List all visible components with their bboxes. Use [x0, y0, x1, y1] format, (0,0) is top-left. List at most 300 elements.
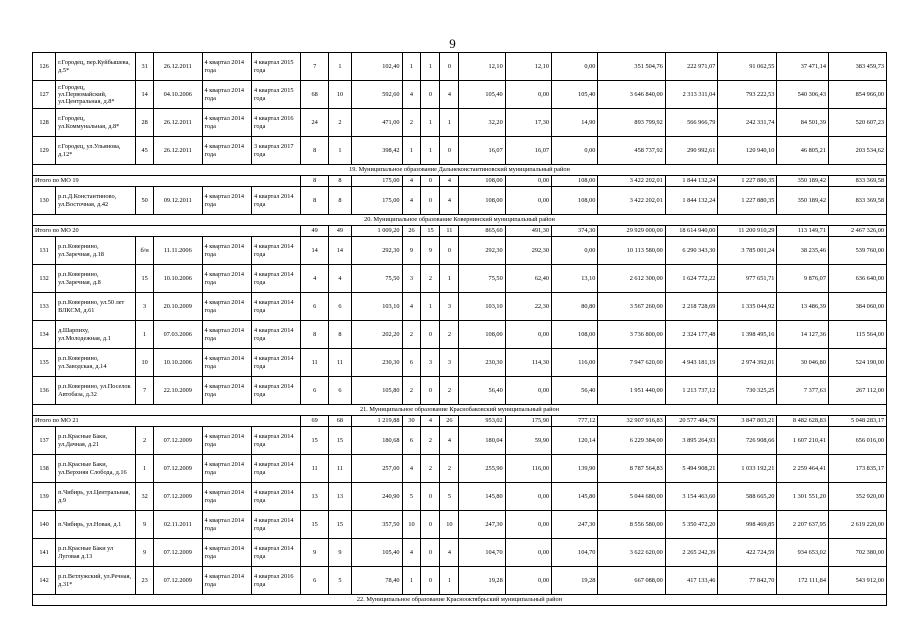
table-cell: 730 325,25: [718, 377, 777, 405]
table-cell: 6: [328, 377, 351, 405]
page-number: 9: [449, 36, 456, 51]
table-cell: 592,60: [352, 81, 403, 109]
section-header-row: [33, 405, 887, 416]
table-cell: 4: [402, 81, 421, 109]
table-cell: 0: [421, 377, 440, 405]
table-cell: 0,00: [552, 137, 598, 165]
table-cell: 1 398 495,16: [718, 321, 777, 349]
table-cell: 9: [301, 539, 328, 567]
table-cell: 656 016,00: [828, 427, 886, 455]
row-number: 128: [33, 109, 56, 137]
address-cell: р.п.Ветлужский, ул.Речная, д.31*: [56, 567, 136, 595]
table-cell: 07.12.2009: [154, 567, 202, 595]
table-cell: 4 квартал 2014 года: [251, 349, 300, 377]
table-cell: 1: [402, 137, 421, 165]
table-cell: 1 607 210,41: [777, 427, 829, 455]
table-cell: 104,70: [459, 539, 505, 567]
table-cell: 0,00: [505, 567, 551, 595]
table-cell: 11: [328, 455, 351, 483]
table-cell: 4 квартал 2016 года: [251, 109, 300, 137]
table-cell: 10 113 580,00: [598, 237, 665, 265]
row-number: 137: [33, 427, 56, 455]
table-cell: 9: [421, 237, 440, 265]
table-cell: 19,28: [552, 567, 598, 595]
table-cell: 5 044 680,00: [598, 483, 665, 511]
table-cell: 1 624 772,22: [665, 265, 718, 293]
row-number: 130: [33, 187, 56, 215]
table-cell: 16,07: [505, 137, 551, 165]
section-title: 20. Муниципальное образование Ковернинский муниципальный район: [33, 215, 887, 226]
table-cell: 56,40: [552, 377, 598, 405]
table-cell: 16,07: [459, 137, 505, 165]
table-cell: 07.03.2006: [154, 321, 202, 349]
total-cell: 5 048 283,17: [828, 416, 886, 427]
row-number: 142: [33, 567, 56, 595]
total-cell: 113 149,71: [777, 226, 829, 237]
table-cell: 50: [136, 187, 154, 215]
table-cell: 9: [136, 511, 154, 539]
table-cell: 1: [421, 53, 440, 81]
table-cell: 0,00: [505, 377, 551, 405]
table-cell: 0: [421, 539, 440, 567]
address-cell: п.Чибирь, ул.Новая, д.1: [56, 511, 136, 539]
address-cell: р.п.Ковернино, ул.50 лет ВЛКСМ, д.61: [56, 293, 136, 321]
table-cell: 9: [136, 539, 154, 567]
row-number: 135: [33, 349, 56, 377]
table-row: [33, 321, 887, 349]
table-cell: 8: [328, 187, 351, 215]
total-cell: 49: [328, 226, 351, 237]
table-cell: 09.12.2011: [154, 187, 202, 215]
table-cell: 4 квартал 2014 года: [202, 511, 251, 539]
table-cell: 893 799,92: [598, 109, 665, 137]
table-cell: 4 квартал 2014 года: [251, 377, 300, 405]
row-number: 129: [33, 137, 56, 165]
row-number: 133: [33, 293, 56, 321]
table-row: [33, 81, 887, 109]
table-cell: 172 111,84: [777, 567, 829, 595]
table-cell: 28: [136, 109, 154, 137]
total-cell: 1 227 880,35: [718, 176, 777, 187]
total-label: Итого по МО 21: [33, 416, 301, 427]
total-cell: 865,60: [459, 226, 505, 237]
table-cell: 5 494 908,21: [665, 455, 718, 483]
table-cell: 352 920,00: [828, 483, 886, 511]
total-cell: 108,00: [459, 176, 505, 187]
row-number: 132: [33, 265, 56, 293]
table-cell: 1 213 737,12: [665, 377, 718, 405]
total-cell: 26: [402, 226, 421, 237]
table-cell: 4 943 181,19: [665, 349, 718, 377]
table-cell: 422 724,59: [718, 539, 777, 567]
table-cell: 26.12.2011: [154, 137, 202, 165]
table-cell: 4 квартал 2014 года: [202, 567, 251, 595]
table-cell: 38 235,46: [777, 237, 829, 265]
table-cell: 2 259 464,41: [777, 455, 829, 483]
table-cell: 14: [328, 237, 351, 265]
section-title: 19. Муниципальное образование Дальнеконстантиновский муниципальный район: [33, 165, 887, 176]
table-cell: 4: [440, 427, 459, 455]
table-cell: 4 квартал 2014 года: [202, 349, 251, 377]
table-cell: 4 квартал 2014 года: [251, 237, 300, 265]
table-cell: 10: [440, 511, 459, 539]
table-cell: 4 квартал 2014 года: [251, 187, 300, 215]
table-cell: 350 189,42: [777, 187, 829, 215]
table-cell: 2: [421, 265, 440, 293]
table-cell: 4 квартал 2014 года: [202, 539, 251, 567]
table-cell: 5 350 472,20: [665, 511, 718, 539]
table-cell: 173 835,17: [828, 455, 886, 483]
table-cell: 105,80: [352, 377, 403, 405]
table-cell: 524 190,00: [828, 349, 886, 377]
address-cell: д.Шарпиху, ул.Молодежная, д.1: [56, 321, 136, 349]
table-cell: 4 квартал 2014 года: [202, 237, 251, 265]
row-number: 141: [33, 539, 56, 567]
table-cell: 6: [328, 293, 351, 321]
table-cell: 3 646 840,00: [598, 81, 665, 109]
table-cell: 15: [301, 427, 328, 455]
total-cell: 8: [301, 176, 328, 187]
table-cell: 520 607,23: [828, 109, 886, 137]
table-cell: 120,14: [552, 427, 598, 455]
table-cell: 417 133,46: [665, 567, 718, 595]
table-cell: 0,00: [505, 81, 551, 109]
table-cell: 2 218 728,69: [665, 293, 718, 321]
total-label: Итого по МО 20: [33, 226, 301, 237]
table-row: [33, 539, 887, 567]
row-number: 139: [33, 483, 56, 511]
address-cell: п.Чибирь, ул.Центральная, д.9: [56, 483, 136, 511]
table-cell: 230,30: [352, 349, 403, 377]
table-cell: 6: [402, 349, 421, 377]
table-cell: 0: [440, 237, 459, 265]
table-cell: 6: [301, 567, 328, 595]
table-cell: 1: [328, 137, 351, 165]
total-cell: 20 577 484,79: [665, 416, 718, 427]
table-cell: 2: [402, 109, 421, 137]
address-cell: г.Городец, ул.Ульянова, д.12*: [56, 137, 136, 165]
table-cell: 4 квартал 2015 года: [251, 81, 300, 109]
table-cell: б/н: [136, 237, 154, 265]
table-cell: 15: [136, 265, 154, 293]
table-cell: 2 207 637,95: [777, 511, 829, 539]
table-cell: 242 331,74: [718, 109, 777, 137]
table-cell: 1: [440, 567, 459, 595]
table-cell: 351 504,76: [598, 53, 665, 81]
table-cell: 667 088,00: [598, 567, 665, 595]
row-number: 126: [33, 53, 56, 81]
table-cell: 105,40: [552, 81, 598, 109]
table-cell: 13: [301, 483, 328, 511]
table-cell: 4: [440, 81, 459, 109]
table-cell: 103,10: [352, 293, 403, 321]
total-cell: 15: [421, 226, 440, 237]
table-cell: 102,40: [352, 53, 403, 81]
table-cell: 357,50: [352, 511, 403, 539]
table-cell: 02.11.2011: [154, 511, 202, 539]
table-cell: 6: [301, 293, 328, 321]
table-cell: 255,90: [459, 455, 505, 483]
table-row: [33, 293, 887, 321]
table-row: [33, 237, 887, 265]
table-cell: 108,00: [552, 321, 598, 349]
table-cell: 2 313 311,04: [665, 81, 718, 109]
table-cell: 32,20: [459, 109, 505, 137]
table-cell: 290 992,61: [665, 137, 718, 165]
table-cell: 4 квартал 2014 года: [202, 483, 251, 511]
table-cell: 4: [402, 539, 421, 567]
table-cell: 3 567 260,00: [598, 293, 665, 321]
table-cell: 6 290 343,30: [665, 237, 718, 265]
table-cell: 10.10.2006: [154, 265, 202, 293]
table-cell: 2 612 300,00: [598, 265, 665, 293]
table-cell: 1: [421, 137, 440, 165]
table-cell: 3 736 800,00: [598, 321, 665, 349]
table-cell: 4 квартал 2014 года: [251, 483, 300, 511]
table-cell: 977 651,71: [718, 265, 777, 293]
total-cell: 8: [328, 176, 351, 187]
table-cell: 1 335 044,92: [718, 293, 777, 321]
table-cell: 115 564,00: [828, 321, 886, 349]
table-cell: 2: [421, 427, 440, 455]
table-cell: 14,90: [552, 109, 598, 137]
table-cell: 3 квартал 2017 года: [251, 137, 300, 165]
table-cell: 4: [440, 539, 459, 567]
table-cell: 3: [440, 349, 459, 377]
table-cell: 0,00: [505, 321, 551, 349]
table-cell: 0,00: [505, 539, 551, 567]
table-cell: 2: [136, 427, 154, 455]
table-cell: 3: [402, 265, 421, 293]
table-cell: 1 951 440,00: [598, 377, 665, 405]
address-cell: р.п.Ковернино, ул.Заречная, д.8: [56, 265, 136, 293]
table-cell: 0: [440, 137, 459, 165]
table-cell: 23: [136, 567, 154, 595]
section-header-row: [33, 165, 887, 176]
table-cell: 139,90: [552, 455, 598, 483]
table-cell: 2 619 220,00: [828, 511, 886, 539]
table-cell: 6 229 384,00: [598, 427, 665, 455]
table-cell: 1: [421, 293, 440, 321]
table-cell: 247,30: [459, 511, 505, 539]
row-number: 140: [33, 511, 56, 539]
table-cell: 3 785 001,24: [718, 237, 777, 265]
table-cell: 8: [301, 321, 328, 349]
total-cell: 4: [440, 176, 459, 187]
table-cell: 20.10.2009: [154, 293, 202, 321]
row-number: 127: [33, 81, 56, 109]
total-cell: 108,00: [552, 176, 598, 187]
table-cell: 566 966,79: [665, 109, 718, 137]
table-cell: 702 380,00: [828, 539, 886, 567]
table-row: [33, 187, 887, 215]
table-cell: 1: [421, 109, 440, 137]
table-cell: 5: [440, 483, 459, 511]
total-cell: 1 844 132,24: [665, 176, 718, 187]
total-cell: 1 009,20: [352, 226, 403, 237]
table-cell: 07.12.2009: [154, 427, 202, 455]
section-title: 21. Муниципальное образование Краснобаковский муниципальный район: [33, 405, 887, 416]
table-cell: 8 787 564,83: [598, 455, 665, 483]
total-cell: 26: [440, 416, 459, 427]
table-cell: 145,80: [552, 483, 598, 511]
table-cell: 10: [136, 349, 154, 377]
row-number: 138: [33, 455, 56, 483]
table-cell: 9 876,07: [777, 265, 829, 293]
table-cell: 8 556 580,00: [598, 511, 665, 539]
total-cell: 8 482 628,83: [777, 416, 829, 427]
table-cell: 7: [136, 377, 154, 405]
table-row: [33, 53, 887, 81]
table-cell: 5: [328, 567, 351, 595]
table-cell: 0: [421, 81, 440, 109]
table-cell: 103,10: [459, 293, 505, 321]
total-cell: 0: [421, 176, 440, 187]
table-cell: 68: [301, 81, 328, 109]
table-cell: 4: [301, 265, 328, 293]
table-cell: 2: [402, 321, 421, 349]
total-row: [33, 416, 887, 427]
total-cell: 777,12: [552, 416, 598, 427]
total-cell: 30: [402, 416, 421, 427]
table-cell: 4 квартал 2014 года: [202, 137, 251, 165]
table-cell: 4 квартал 2014 года: [251, 293, 300, 321]
table-cell: 222 971,07: [665, 53, 718, 81]
total-cell: 491,30: [505, 226, 551, 237]
table-cell: 934 653,02: [777, 539, 829, 567]
table-cell: 30 046,80: [777, 349, 829, 377]
row-number: 131: [33, 237, 56, 265]
table-cell: 4: [328, 265, 351, 293]
address-cell: р.п.Д.Константиново, ул.Восточная, д.42: [56, 187, 136, 215]
table-cell: 1: [440, 109, 459, 137]
table-cell: 4 квартал 2014 года: [251, 265, 300, 293]
section-header-row: [33, 595, 887, 606]
table-cell: 471,00: [352, 109, 403, 137]
table-cell: 5: [402, 483, 421, 511]
section-header-row: [33, 215, 887, 226]
total-cell: 3 847 803,21: [718, 416, 777, 427]
table-cell: 104,70: [552, 539, 598, 567]
table-cell: 1 033 192,21: [718, 455, 777, 483]
table-cell: 2: [421, 455, 440, 483]
table-cell: 1 227 880,35: [718, 187, 777, 215]
table-cell: 13: [328, 483, 351, 511]
row-number: 134: [33, 321, 56, 349]
total-cell: 4: [402, 176, 421, 187]
table-cell: 4 квартал 2014 года: [251, 455, 300, 483]
table-cell: 15: [328, 511, 351, 539]
table-cell: 77 842,70: [718, 567, 777, 595]
table-cell: 108,00: [459, 321, 505, 349]
total-cell: 49: [301, 226, 328, 237]
table-cell: 105,40: [352, 539, 403, 567]
table-cell: 17,30: [505, 109, 551, 137]
total-cell: 2 467 326,00: [828, 226, 886, 237]
table-cell: 854 966,00: [828, 81, 886, 109]
table-cell: 4 квартал 2014 года: [202, 109, 251, 137]
housing-program-table: [32, 52, 887, 606]
table-cell: 8: [301, 187, 328, 215]
table-cell: 247,30: [552, 511, 598, 539]
table-cell: 80,80: [552, 293, 598, 321]
table-cell: 78,40: [352, 567, 403, 595]
table-cell: 13,10: [552, 265, 598, 293]
table-cell: 56,40: [459, 377, 505, 405]
table-cell: 4 квартал 2014 года: [202, 53, 251, 81]
table-cell: 1 844 132,24: [665, 187, 718, 215]
table-cell: 9: [328, 539, 351, 567]
table-cell: 1: [402, 53, 421, 81]
table-cell: 4 квартал 2014 года: [202, 293, 251, 321]
total-cell: 18 614 940,00: [665, 226, 718, 237]
table-cell: 6: [301, 377, 328, 405]
table-cell: 175,00: [352, 187, 403, 215]
table-cell: 458 737,92: [598, 137, 665, 165]
table-cell: 3 895 264,93: [665, 427, 718, 455]
table-row: [33, 511, 887, 539]
table-cell: 2 265 242,39: [665, 539, 718, 567]
table-cell: 4 квартал 2014 года: [202, 427, 251, 455]
table-cell: 14: [136, 81, 154, 109]
table-cell: 7 377,63: [777, 377, 829, 405]
table-cell: 22.10.2009: [154, 377, 202, 405]
address-cell: г.Городец, ул.Первомайский, ул.Центральная, д.8*: [56, 81, 136, 109]
table-cell: 7 947 620,00: [598, 349, 665, 377]
table-cell: 10.10.2006: [154, 349, 202, 377]
table-cell: 12,10: [459, 53, 505, 81]
table-row: [33, 427, 887, 455]
table-cell: 11.11.2006: [154, 237, 202, 265]
table-cell: 75,50: [459, 265, 505, 293]
total-cell: 175,90: [505, 416, 551, 427]
total-cell: 1 219,88: [352, 416, 403, 427]
table-cell: 4 квартал 2014 года: [202, 377, 251, 405]
table-cell: 202,20: [352, 321, 403, 349]
total-cell: 11 200 910,29: [718, 226, 777, 237]
table-cell: 292,30: [352, 237, 403, 265]
table-cell: 2 974 392,01: [718, 349, 777, 377]
table-cell: 588 665,20: [718, 483, 777, 511]
table-cell: 3: [440, 293, 459, 321]
table-cell: 84 501,39: [777, 109, 829, 137]
total-cell: 374,30: [552, 226, 598, 237]
table-cell: 04.10.2006: [154, 81, 202, 109]
total-cell: 29 929 000,00: [598, 226, 665, 237]
table-cell: 46 805,21: [777, 137, 829, 165]
table-cell: 1: [402, 567, 421, 595]
table-cell: 4: [440, 187, 459, 215]
table-cell: 22,30: [505, 293, 551, 321]
table-body: [33, 53, 887, 606]
table-cell: 2 324 177,48: [665, 321, 718, 349]
table-cell: 0: [421, 483, 440, 511]
table-cell: 539 760,00: [828, 237, 886, 265]
table-cell: 59,90: [505, 427, 551, 455]
table-cell: 0: [421, 567, 440, 595]
table-cell: 14: [301, 237, 328, 265]
table-cell: 257,00: [352, 455, 403, 483]
table-cell: 398,42: [352, 137, 403, 165]
total-cell: 68: [328, 416, 351, 427]
address-cell: р.п.Ковернино, ул.Заречная, д.18: [56, 237, 136, 265]
table-row: [33, 377, 887, 405]
table-cell: 4 квартал 2014 года: [202, 321, 251, 349]
table-cell: 15: [301, 511, 328, 539]
table-cell: 37 471,14: [777, 53, 829, 81]
table-cell: 4 квартал 2016 года: [251, 567, 300, 595]
table-cell: 998 469,85: [718, 511, 777, 539]
